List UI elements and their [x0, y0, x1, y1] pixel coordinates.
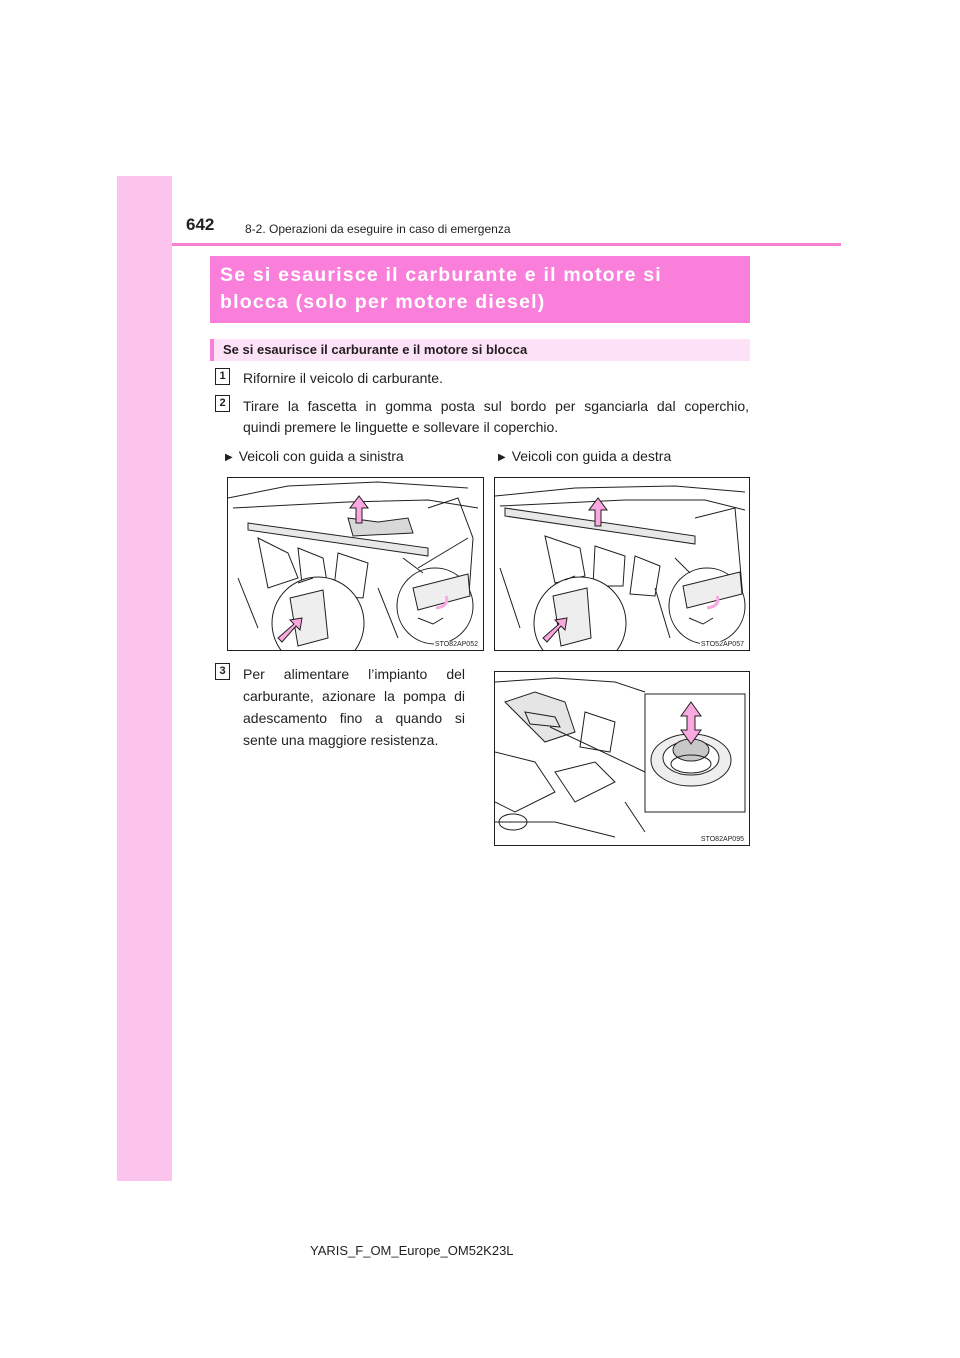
step-2-text-line-1: Tirare la fascetta in gomma posta sul bordo per sganciarla dal coperchio, — [243, 398, 749, 414]
section-title-line-1: Se si esaurisce il carburante e il motore si — [220, 264, 662, 286]
chapter-heading: 8-2. Operazioni da eseguire in caso di emergenza — [245, 222, 511, 236]
step-3-text-line-2: carburante, azionare la pompa di — [243, 688, 465, 704]
step-3-text-line-1: Per alimentare l’impianto del — [243, 666, 465, 682]
page-number: 642 — [186, 215, 215, 234]
chapter-side-tab — [117, 176, 172, 1181]
figure-left-drive-cover — [227, 477, 484, 651]
engine-cover-illustration-left — [228, 478, 483, 650]
priming-pump-illustration — [495, 672, 749, 845]
figure-priming-pump — [494, 671, 750, 846]
variant-right-drive — [498, 448, 671, 464]
engine-cover-illustration-right — [495, 478, 749, 650]
triangle-bullet-icon: ▶ — [225, 452, 233, 463]
section-title — [210, 256, 750, 323]
step-2-text-line-2: quindi premere le linguette e sollevare il coperchio. — [243, 419, 559, 435]
figure-right-drive-cover — [494, 477, 750, 651]
figure-code: STO82AP095 — [700, 836, 744, 843]
variant-left-drive — [225, 448, 404, 464]
triangle-bullet-icon: ▶ — [498, 452, 506, 463]
section-subtitle: Se si esaurisce il carburante e il motore si blocca — [210, 339, 750, 361]
variant-left-drive-label: Veicoli con guida a sinistra — [238, 448, 404, 464]
figure-code: STO82AP052 — [434, 641, 478, 648]
step-3-text-line-4: sente una maggiore resistenza. — [243, 732, 439, 748]
section-title-line-2: blocca (solo per motore diesel) — [220, 291, 546, 313]
figure-code: STO52AP057 — [700, 641, 744, 648]
header-divider — [172, 243, 841, 246]
step-1-number: 1 — [215, 368, 230, 385]
step-2-number: 2 — [215, 395, 230, 412]
manual-id-footer: YARIS_F_OM_Europe_OM52K23L — [310, 1243, 514, 1258]
step-3-number: 3 — [215, 663, 230, 680]
variant-right-drive-label: Veicoli con guida a destra — [511, 448, 672, 464]
step-1-text: Rifornire il veicolo di carburante. — [243, 370, 443, 386]
step-3-text-line-3: adescamento fino a quando si — [243, 710, 465, 726]
